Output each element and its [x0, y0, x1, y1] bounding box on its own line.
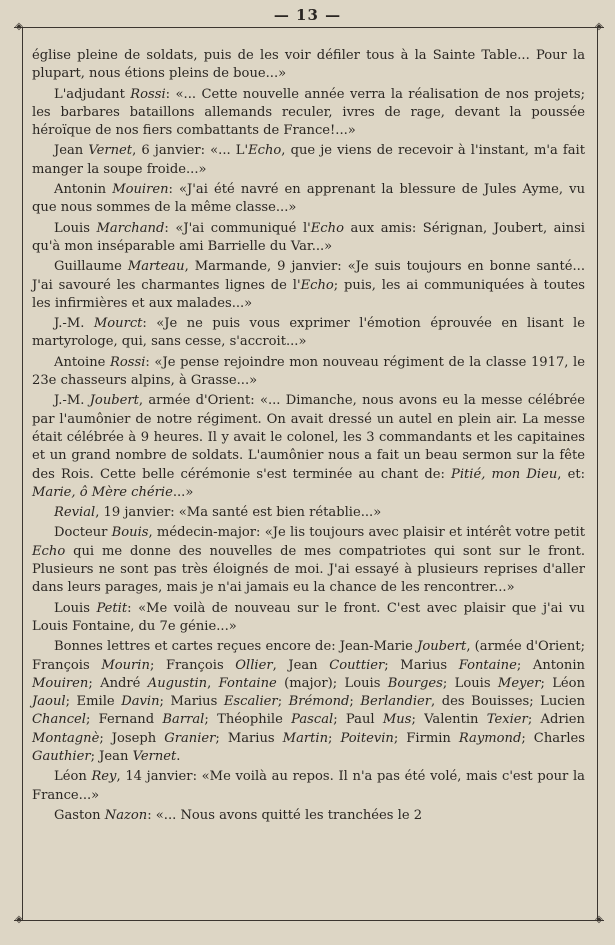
text-run: ; Emile: [65, 694, 122, 710]
text-run: .: [176, 748, 181, 764]
text-run: L'adjudant: [54, 86, 131, 102]
person-name: Nazon: [104, 807, 148, 823]
person-name: Davin: [121, 694, 160, 710]
person-name: Fontaine: [458, 657, 517, 673]
corner-ornament-icon: ◈: [15, 914, 23, 925]
letter-paragraph: [32, 47, 585, 84]
text-run: ...»: [172, 484, 194, 500]
text-run: (major); Louis: [276, 675, 388, 691]
text-run: : «J'ai été navré en apprenant la blessure de Jules Ayme, vu que nous sommes de la même classe...»: [32, 182, 586, 216]
letter-paragraph: [32, 807, 585, 825]
text-run: ; Marius: [215, 730, 283, 746]
text-run: ; Joseph: [99, 730, 165, 746]
text-run: , et:: [557, 466, 585, 482]
text-run: , armée d'Orient: «... Dimanche, nous avons eu la messe célébrée par l'aumônier de notre régiment. On avait dressé un autel en plein air. La messe était célébrée à 9 heures. Il y avait le colonel, les 3 commandants et les capitaines et un grand nombre de soldats. L'aumônier nous a fait un beau sermon sur la fête des Rois. Cette belle cérémonie s'est terminée au chant de:: [32, 393, 585, 482]
letter-paragraph: [32, 638, 585, 766]
text-run: ; puis, les ai communiquées à toutes les infirmières et aux malades...»: [32, 277, 585, 311]
italic-title: Echo: [248, 143, 282, 159]
text-run: , Marmande, 9 janvier: «Je suis toujours en bonne santé... J'ai savouré les charmantes lignes de l': [32, 259, 585, 293]
text-run: , que je viens de recevoir à l'instant, m'a fait manger la soupe froide...»: [32, 143, 585, 177]
text-run: ; Léon: [540, 675, 585, 691]
italic-title: Pitié, mon Dieu: [451, 466, 558, 482]
letter-paragraph: [32, 768, 585, 805]
person-name: Raymond: [458, 730, 522, 746]
letter-paragraph: [32, 315, 585, 352]
person-name: Fontaine: [218, 675, 277, 691]
italic-title: Echo: [310, 220, 344, 236]
text-run: : «... Cette nouvelle année verra la réalisation de nos projets; les barbares bataillons allemands reculer, ivres de rage, devant la poussée héroïque de nos fiers combattants de France!...»: [32, 86, 585, 139]
text-run: ; François: [149, 657, 236, 673]
text-run: Gaston: [54, 807, 105, 823]
text-run: ; Théophile: [204, 712, 292, 728]
person-name: Joubert: [89, 393, 139, 409]
text-run: Louis: [54, 220, 97, 236]
person-name: Joubert: [417, 639, 467, 655]
person-name: Berlandier: [360, 694, 432, 710]
text-run: : «J'ai communiqué l': [164, 220, 311, 236]
text-run: : «Je ne puis vous exprimer l'émotion éprouvée en lisant le martyrologe, qui, sans cesse, s'accroit...»: [32, 316, 585, 350]
person-name: Poitevin: [340, 730, 394, 746]
person-name: Vernet: [132, 748, 177, 764]
text-run: ; Adrien: [527, 712, 585, 728]
person-name: Montagnè: [32, 730, 100, 746]
text-run: ; Jean: [90, 748, 133, 764]
text-run: aux amis: Sérignan, Joubert, ainsi qu'à mon inséparable ami Barrielle du Var...»: [32, 220, 585, 254]
text-run: , des Bouisses; Lucien: [431, 694, 586, 710]
person-name: Granier: [164, 730, 216, 746]
person-name: Mouiren: [32, 675, 89, 691]
text-run: ; André: [88, 675, 148, 691]
person-name: Marchand: [96, 220, 165, 236]
person-name: Mourct: [93, 316, 143, 332]
person-name: Mourin: [101, 657, 150, 673]
text-run: Léon: [54, 769, 92, 785]
letter-paragraph: [32, 258, 585, 313]
text-run: , Jean: [272, 657, 330, 673]
text-run: Jean: [54, 143, 89, 159]
text-run: , 19 janvier: «Ma santé est bien rétablie...»: [95, 505, 382, 521]
person-name: Mus: [382, 712, 412, 728]
text-run: Antoine: [54, 354, 111, 370]
letter-paragraph: [32, 600, 585, 637]
text-run: , (armée d'Orient; François: [32, 639, 585, 673]
letter-paragraph: [32, 524, 585, 597]
letter-paragraph: [32, 354, 585, 391]
bottom-rule: [14, 920, 604, 921]
text-run: : «Je pense rejoindre mon nouveau régiment de la classe 1917, le 23e chasseurs alpins, à Grasse...»: [32, 354, 585, 389]
text-run: Bonnes lettres et cartes reçues encore de: Jean-Marie: [54, 639, 418, 655]
italic-title: Echo: [300, 277, 334, 293]
person-name: Barral: [162, 712, 205, 728]
person-name: Augustin: [147, 675, 208, 691]
corner-ornament-icon: ◈: [595, 914, 603, 925]
text-run: Guillaume: [54, 259, 128, 275]
person-name: Escalier: [223, 694, 278, 710]
person-name: Rossi: [130, 86, 166, 102]
person-name: Martin: [282, 730, 329, 746]
text-run: ; Charles: [521, 730, 585, 746]
text-run: , 14 janvier: «Me voilà au repos. Il n'a pas été volé, mais c'est pour la France...»: [32, 769, 585, 803]
corner-ornament-icon: ◈: [15, 21, 23, 32]
text-run: ; Valentin: [411, 712, 487, 728]
person-name: Pascal: [291, 712, 334, 728]
letters-text-body: [32, 47, 585, 827]
italic-title: Marie, ô Mère chérie: [32, 484, 173, 500]
person-name: Meyer: [497, 675, 541, 691]
text-run: ; Firmin: [393, 730, 459, 746]
text-run: : «Me voilà de nouveau sur le front. C'est avec plaisir que j'ai vu Louis Fontaine, du 7e génie...»: [32, 600, 585, 634]
text-run: ; Antonin: [516, 657, 585, 673]
person-name: Mouiren: [112, 182, 169, 198]
text-run: ,: [207, 675, 219, 691]
text-run: ; Marius: [159, 694, 224, 710]
person-name: Bouis: [111, 525, 149, 541]
person-name: Revial: [54, 505, 96, 521]
person-name: Marteau: [127, 259, 185, 275]
text-run: ; Fernand: [85, 712, 163, 728]
italic-title: Echo: [32, 543, 66, 559]
person-name: Texier: [486, 712, 528, 728]
person-name: Rossi: [110, 354, 146, 370]
page-number: — 13 —: [273, 6, 342, 24]
person-name: Couttier: [329, 657, 385, 673]
letter-paragraph: [32, 392, 585, 502]
text-run: J.-M.: [54, 393, 90, 409]
text-run: ; Louis: [442, 675, 498, 691]
text-run: église pleine de soldats, puis de les voir défiler tous à la Sainte Table... Pour la plupart, nous étions pleins de boue...»: [32, 48, 585, 82]
corner-ornament-icon: ◈: [595, 21, 603, 32]
letter-paragraph: [32, 181, 585, 218]
text-run: ; Paul: [333, 712, 383, 728]
person-name: Gauthier: [32, 748, 91, 764]
letter-paragraph: [32, 142, 585, 179]
text-run: , médecin-major: «Je lis toujours avec plaisir et intérêt votre petit: [148, 525, 585, 541]
person-name: Brémond: [288, 694, 350, 710]
person-name: Jaoul: [32, 694, 66, 710]
text-run: ;: [277, 694, 289, 710]
person-name: Bourges: [387, 675, 443, 691]
text-run: ; Marius: [384, 657, 459, 673]
text-run: Antonin: [54, 182, 113, 198]
text-run: J.-M.: [54, 316, 94, 332]
text-run: ;: [328, 730, 341, 746]
text-run: Louis: [54, 600, 97, 616]
text-run: qui me donne des nouvelles de mes compatriotes qui sont sur le front. Plusieurs ne sont pas très éloignés de moi. J'ai essayé à plusieurs reprises d'aller dans leurs parages, mais je n'ai jamais eu la chance de les rencontrer...»: [32, 543, 585, 596]
letter-paragraph: [32, 504, 585, 522]
person-name: Petit: [96, 600, 128, 616]
letter-paragraph: [32, 86, 585, 141]
person-name: Rey: [91, 769, 117, 785]
person-name: Ollier: [235, 657, 273, 673]
text-run: : «... Nous avons quitté les tranchées le 2: [147, 807, 423, 823]
person-name: Chancel: [32, 712, 86, 728]
text-run: Docteur: [54, 525, 112, 541]
text-run: ;: [349, 694, 361, 710]
text-run: , 6 janvier: «... L': [132, 143, 249, 159]
letter-paragraph: [32, 220, 585, 257]
person-name: Vernet: [88, 143, 133, 159]
